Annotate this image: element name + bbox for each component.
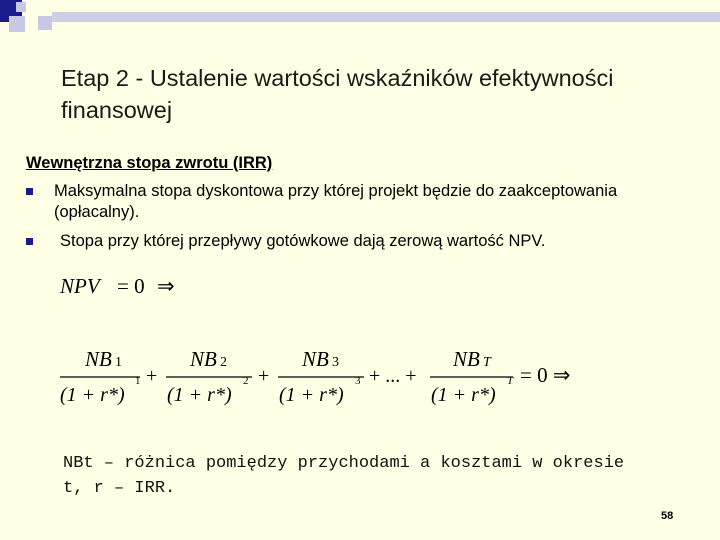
term-3-numerator: NB <box>302 347 329 371</box>
bullet-square-icon <box>26 188 33 195</box>
bullet-text: Maksymalna stopa dyskontowa przy której projekt będzie do zaakceptowania (opłacalny). <box>54 182 618 221</box>
bullet-square-icon <box>26 238 33 245</box>
formula-implies: ⇒ <box>157 274 175 298</box>
term-3-subscript: 3 <box>332 355 339 370</box>
term-3-exponent: 3 <box>355 375 361 387</box>
slide-title: Etap 2 - Ustalenie wartości wskaźników efektywności finansowej <box>61 65 614 123</box>
formula-plus: + <box>258 365 270 387</box>
bullet-item-1 <box>26 181 666 223</box>
term-2-numerator: NB <box>190 347 217 371</box>
formula-equals-zero: = 0 <box>117 274 145 298</box>
term-1-subscript: 1 <box>115 355 122 370</box>
note-line-1: NBt – różnica pomiędzy przychodami a kosztami w okresie <box>63 454 625 473</box>
term-1-denominator: (1 + r*) <box>60 384 125 406</box>
term-2-subscript: 2 <box>220 355 227 370</box>
formula-plus: + <box>146 365 158 387</box>
section-heading: Wewnętrzna stopa zwrotu (IRR) <box>26 154 273 172</box>
bullet-text: Stopa przy której przepływy gotówkowe dają zerową wartość NPV. <box>60 232 546 250</box>
bullet-item-2 <box>26 231 686 252</box>
page-number: 58 <box>661 510 674 522</box>
term-2-denominator: (1 + r*) <box>167 384 232 406</box>
term-1-exponent: 1 <box>135 375 141 387</box>
term-1-numerator: NB <box>85 347 112 371</box>
formula-npv: NPV <box>60 274 100 298</box>
term-t-numerator: NB <box>453 347 480 371</box>
term-2-exponent: 2 <box>243 375 249 387</box>
term-t-denominator: (1 + r*) <box>431 384 496 406</box>
note-line-2: t, r – IRR. <box>63 479 176 498</box>
corner-decoration <box>0 0 720 40</box>
definition-note <box>63 451 673 501</box>
term-t-exponent: T <box>507 375 514 387</box>
formula-ellipsis: + ... + <box>369 365 417 387</box>
formula-tail: = 0 ⇒ <box>520 363 571 387</box>
term-3-denominator: (1 + r*) <box>279 384 344 406</box>
term-t-subscript: T <box>483 355 491 370</box>
